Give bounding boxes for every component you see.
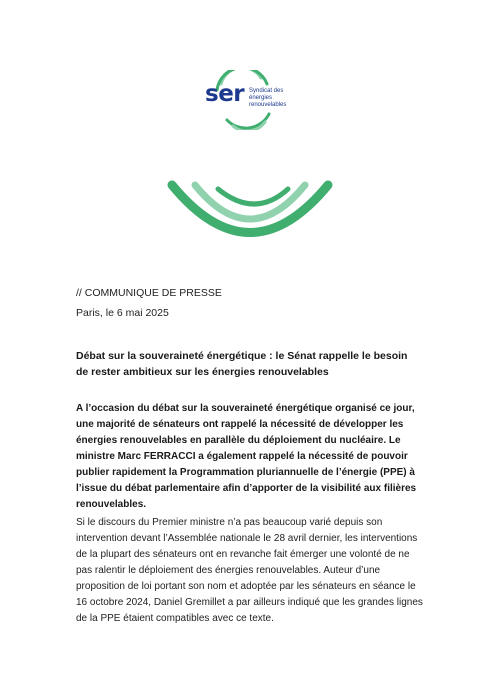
decorative-arcs-icon bbox=[160, 175, 340, 250]
lead-paragraph: A l’occasion du débat sur la souveraineté énergétique organisé ce jour, une majorité de sénateurs ont rappelé la nécessité de développer les énergies renouvelables en parallèle du déploiement du nucléaire. Le ministre Marc FERRACCI a également rappelé la nécessité de pouvoir publier rapidement la Programmation pluriannuelle de l’énergie (PPE) à l’issue du débat parlementaire afin d’apporter de la visibilité aux filières renouvelables. bbox=[76, 403, 417, 510]
section-label: // COMMUNIQUE DE PRESSE bbox=[76, 287, 222, 299]
logo-tagline: Syndicat des énergies renouvelables bbox=[249, 88, 287, 108]
ser-logo bbox=[199, 70, 289, 130]
logo-wordmark: ser bbox=[205, 81, 245, 107]
body-paragraph: Si le discours du Premier ministre n’a pas beaucoup varié depuis son intervention devant l’Assemblée nationale le 28 avril dernier, les interventions de la plupart des sénateurs ont en revanche fait émerger une volonté de ne pas ralentir le déploiement des énergies renouvelables. Auteur d’une proposition de loi portant son nom et adoptée par les sénateurs en séance le 16 octobre 2024, Daniel Gremillet a par ailleurs indiqué que les grandes lignes de la PPE étaient compatibles avec ce texte. bbox=[76, 517, 423, 624]
press-release-headline: Débat sur la souveraineté énergétique : le Sénat rappelle le besoin de rester ambitieux sur les énergies renouvelables bbox=[76, 350, 408, 378]
date-line: Paris, le 6 mai 2025 bbox=[76, 307, 169, 319]
